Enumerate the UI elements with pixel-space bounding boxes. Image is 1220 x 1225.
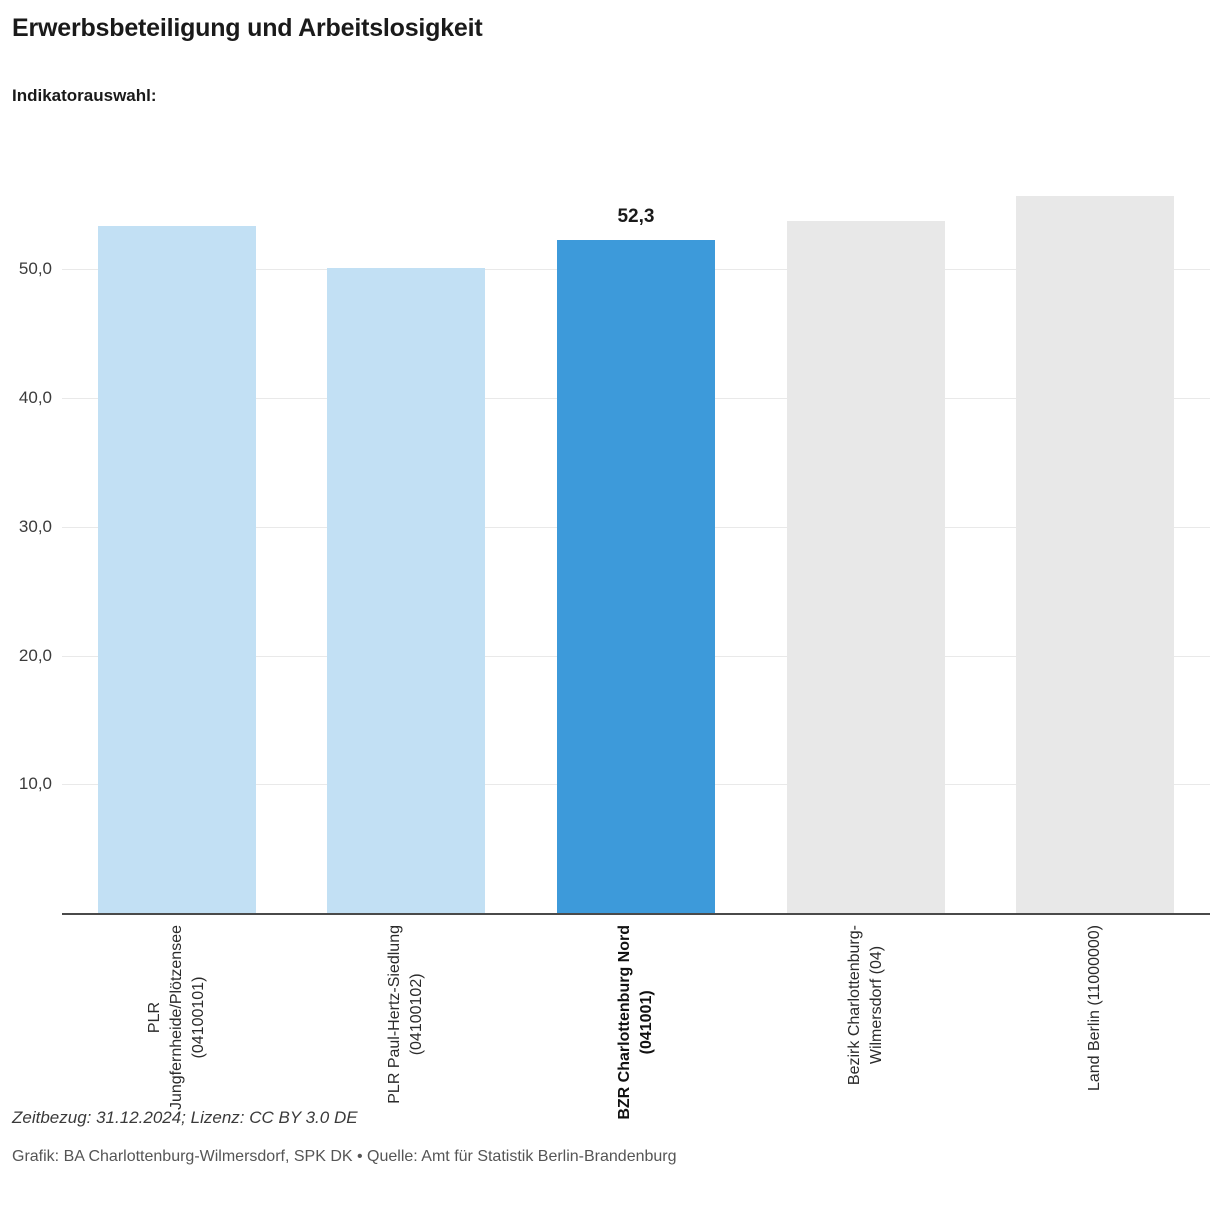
category-label-line: Wilmersdorf (04): [867, 945, 885, 1065]
category-label-line: (04100101): [189, 976, 207, 1059]
category-slot: [980, 925, 1210, 1225]
category-label-line: Jungfernheide/Plötzensee: [167, 925, 185, 1111]
category-label-line: (041001): [637, 990, 655, 1055]
bar[interactable]: [1016, 196, 1174, 913]
footer-source: Grafik: BA Charlottenburg-Wilmersdorf, SPK DK • Quelle: Amt für Statistik Berlin-Brandenburg: [12, 1148, 677, 1165]
y-axis-tick-label: 40,0: [18, 388, 52, 408]
indicator-selection-label: Indikatorauswahl:: [12, 86, 157, 105]
plot-area: [18, 160, 1210, 915]
page-title: Erwerbsbeteiligung und Arbeitslosigkeit: [12, 14, 483, 42]
category-label: [144, 925, 210, 1110]
category-label-line: PLR: [145, 1001, 163, 1034]
category-label: [384, 925, 428, 1104]
category-slot: [292, 925, 522, 1225]
category-slot: [521, 925, 751, 1225]
bar-slot: [62, 160, 292, 913]
bar[interactable]: [327, 268, 485, 913]
category-label-line: Land Berlin (11000000): [1086, 925, 1104, 1092]
bar-highlighted[interactable]: [557, 205, 715, 913]
bar[interactable]: [787, 221, 945, 914]
category-label: [614, 925, 658, 1120]
category-label-line: PLR Paul-Hertz-Siedlung: [386, 925, 404, 1104]
y-axis-tick-label: 30,0: [18, 516, 52, 536]
category-slot: [62, 925, 292, 1225]
category-label-line: BZR Charlottenburg Nord: [615, 925, 633, 1120]
y-axis-tick-label: 20,0: [18, 645, 52, 665]
category-label-line: Bezirk Charlottenburg-: [845, 925, 863, 1086]
y-axis-tick-label: 10,0: [18, 774, 52, 794]
x-axis-line: [62, 913, 1210, 915]
bar-value-label: 52,3: [617, 205, 655, 227]
bar-slot: [751, 160, 981, 913]
category-label-line: (04100102): [408, 973, 426, 1056]
footer-note: Zeitbezug: 31.12.2024; Lizenz: CC BY 3.0 DE: [12, 1108, 358, 1127]
category-axis-labels: [62, 925, 1210, 1225]
bar-slot: [980, 160, 1210, 913]
bar-group: [62, 160, 1210, 913]
y-axis-tick-label: 50,0: [18, 259, 52, 279]
bar-slot: [292, 160, 522, 913]
bar-slot: [521, 160, 751, 913]
category-label: [844, 925, 888, 1085]
category-slot: [751, 925, 981, 1225]
category-label: [1084, 925, 1106, 1091]
bar[interactable]: [98, 226, 256, 913]
